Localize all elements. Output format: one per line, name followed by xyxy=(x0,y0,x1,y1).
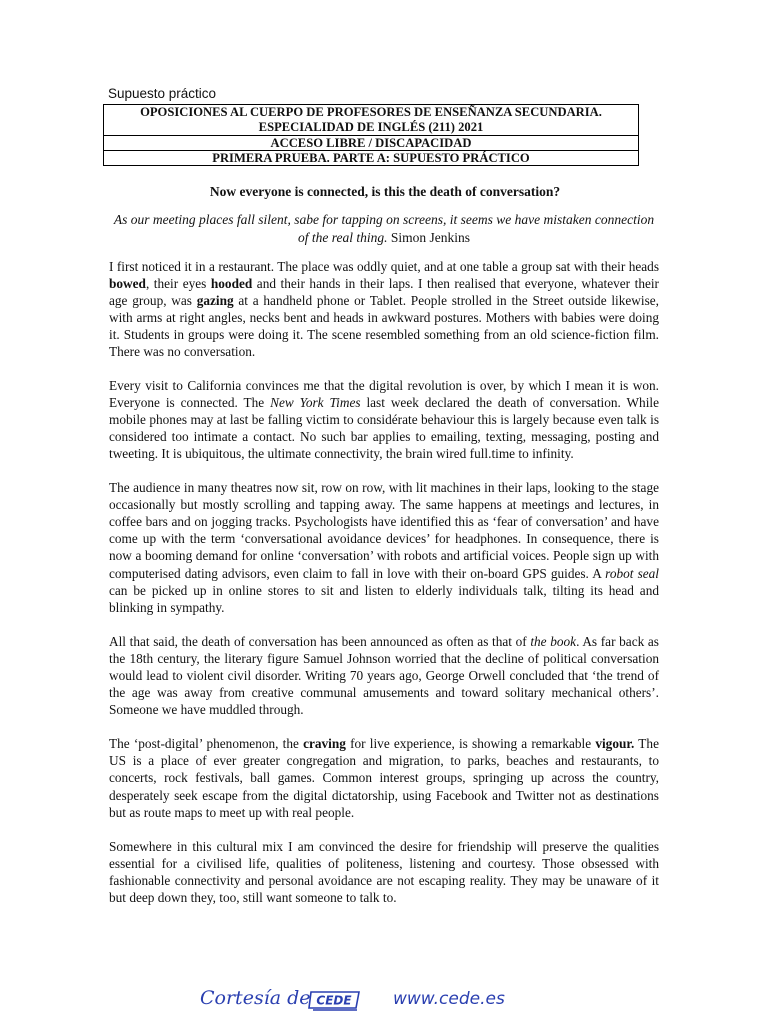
document-label: Supuesto práctico xyxy=(108,86,217,101)
text-run: The audience in many theatres now sit, row on row, with lit machines in their laps, looking to the stage occasionally but mostly scrolling and tapping away. The same happens at meetings and lectures, in coffee bars and on jogging tracks. Psychologists have identified this as ‘fear of conversation’ and have come up with the term ‘conversational avoidance devices’ for headphones. In consequence, there is now a booming demand for online ‘conversation’ with robots and artificial voices. People sign up with computerised dating advisors, even claim to fall in love with their on-board GPS guides. A xyxy=(109,480,659,581)
text-run: for live experience, is showing a remarkable xyxy=(345,736,596,752)
text-run: , their eyes xyxy=(145,276,211,292)
bold-word: craving xyxy=(303,736,346,752)
italic-title: New York Times xyxy=(270,394,361,410)
header-row xyxy=(104,105,639,136)
exam-header-table xyxy=(103,104,639,166)
paragraph-3 xyxy=(109,479,659,616)
subtitle-italic: As our meeting places fall silent, sabe for tapping on screens, it seems we have mistaken connection of the real thing. xyxy=(113,212,655,245)
text-run: Every visit to California convinces me that the digital revolution is over, by which I mean it is won. Everyone is connected. The xyxy=(109,377,659,410)
article-subtitle xyxy=(110,211,658,247)
text-run: . As far back as the 18th century, the literary figure Samuel Johnson worried that the decline of political conversation would lead to violent civil disorder. Writing 70 years ago, George Orwell concluded that ‘the trend of the age was away from creative communal amusements and toward solitary mechanical others’. Someone we have muddled through. xyxy=(109,633,659,718)
paragraph-4 xyxy=(109,633,659,718)
header-cell-title xyxy=(104,105,639,136)
header-cell-access: ACCESO LIBRE / DISCAPACIDAD xyxy=(104,136,639,151)
footer-courtesy: Cortesía de xyxy=(200,987,311,1009)
bold-word: hooded xyxy=(210,276,253,292)
italic-term: robot seal xyxy=(605,565,659,581)
header-line-2: ESPECIALIDAD DE INGLÉS (211) 2021 xyxy=(258,120,484,134)
text-run: Somewhere in this cultural mix I am convinced the desire for friendship will preserve the qualities essential for a civilised life, qualities of politeness, listening and courtesy. Those obsessed with fashionable connectivity and personal avoidance are not escaping reality. They may be unaware of it but deep down they, too, still want someone to talk to. xyxy=(109,838,659,905)
header-cell-test: PRIMERA PRUEBA. PARTE A: SUPUESTO PRÁCTICO xyxy=(104,151,639,166)
header-row xyxy=(104,136,639,151)
footer xyxy=(0,983,770,1019)
cede-logo xyxy=(307,989,363,1011)
text-run: The US is a place of ever greater congregation and migration, to parks, beaches and restaurants, to concerts, rock festivals, ball games. Common interest groups, springing up across the country, desperately seek escape from the digital dictatorship, using Facebook and Twitter not as destinations but as route maps to meet up with real people. xyxy=(109,736,659,820)
article-body xyxy=(109,258,659,923)
text-run: at a handheld phone or Tablet. People strolled in the Street outside likewise, with arms at right angles, necks bent and heads in awkward postures. Mothers with babies were doing it. Students in groups were doing it. The scene resembled something from an old science-fiction film. There was no conversation. xyxy=(109,293,659,360)
paragraph-6 xyxy=(109,838,659,906)
text-run: last week declared the death of conversation. While mobile phones may at last be falling victim to considérate behaviour this is largely because even talk is considered too intimate a contact. No such bar applies to emailing, texting, messaging, posting and tweeting. It is ubiquitous, the ultimate connectivity, the brain wired full.time to infinity. xyxy=(109,394,659,461)
header-row xyxy=(104,151,639,166)
article-title: Now everyone is connected, is this the death of conversation? xyxy=(209,184,561,199)
italic-term: the book xyxy=(530,633,577,649)
text-run: can be picked up in online stores to sit and listen to elderly individuals talk, tilting its head and blinking in sympathy. xyxy=(109,582,659,615)
cede-logo-text: CEDE xyxy=(316,993,352,1008)
paragraph-5 xyxy=(109,735,659,820)
bold-word: bowed xyxy=(109,276,146,292)
text-run: and their hands in their laps. I then realised that everyone, whatever their age group, was xyxy=(109,276,659,309)
header-line-1: OPOSICIONES AL CUERPO DE PROFESORES DE ENSEÑANZA SECUNDARIA. xyxy=(140,105,602,119)
bold-word: gazing xyxy=(196,293,234,309)
paragraph-1 xyxy=(109,258,659,361)
article-author: Simon Jenkins xyxy=(390,230,470,245)
text-run: All that said, the death of conversation has been announced as often as that of xyxy=(109,633,531,649)
bold-word: vigour. xyxy=(595,736,635,752)
text-run: The ‘post-digital’ phenomenon, the xyxy=(109,736,304,752)
paragraph-2 xyxy=(109,377,659,462)
footer-url-link[interactable]: www.cede.es xyxy=(393,989,505,1009)
text-run: I first noticed it in a restaurant. The place was oddly quiet, and at one table a group sat with their heads xyxy=(109,259,659,274)
